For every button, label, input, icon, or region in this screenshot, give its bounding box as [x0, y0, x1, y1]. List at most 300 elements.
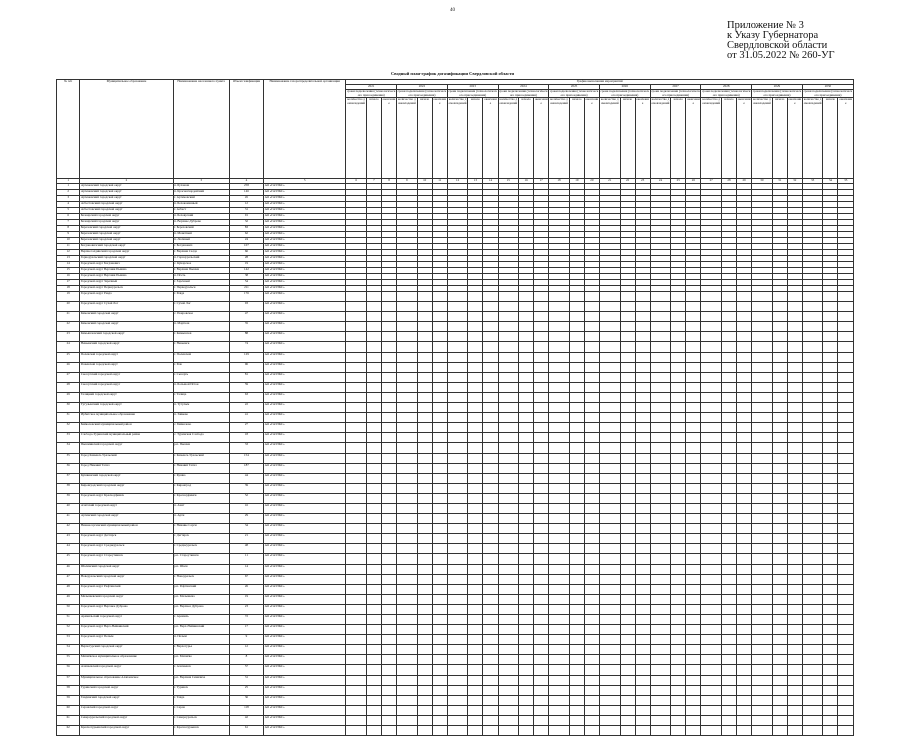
schedule-cell	[584, 554, 599, 564]
schedule-cell	[838, 705, 854, 715]
schedule-cell	[366, 503, 381, 513]
row-organization: АО «ГАЗЭКС»	[264, 322, 346, 332]
row-volume: 107	[229, 244, 263, 250]
schedule-cell	[534, 423, 549, 433]
row-municipality: Муниципальное образование Алапаевское	[80, 675, 173, 685]
row-settlement: г. Реж	[173, 362, 229, 372]
header-volume: Объем газификации	[229, 80, 263, 179]
row-municipality: Каменский городской округ	[80, 312, 173, 322]
schedule-cell	[432, 483, 447, 493]
schedule-cell	[671, 625, 686, 635]
schedule-cell	[823, 534, 838, 544]
schedule-cell	[686, 544, 701, 554]
table-row	[57, 302, 854, 312]
schedule-cell	[671, 372, 686, 382]
schedule-cell	[381, 302, 396, 312]
schedule-cell	[701, 443, 722, 453]
appendix-block	[727, 21, 857, 61]
schedule-cell	[620, 655, 635, 665]
schedule-cell	[599, 574, 620, 584]
row-municipality: Городской округ Староуткинск	[80, 554, 173, 564]
schedule-cell	[671, 453, 686, 463]
schedule-cell	[635, 382, 650, 392]
schedule-cell	[534, 604, 549, 614]
row-settlement: г. Ревда	[173, 292, 229, 302]
schedule-cell	[549, 645, 570, 655]
schedule-cell	[366, 685, 381, 695]
table-row	[57, 403, 854, 413]
row-municipality: Городской округ Дегтярск	[80, 534, 173, 544]
schedule-cell	[802, 332, 823, 342]
schedule-cell	[417, 362, 432, 372]
schedule-cell	[823, 503, 838, 513]
schedule-cell	[498, 726, 519, 736]
row-organization: АО «ГАЗЭКС»	[264, 262, 346, 268]
schedule-cell	[417, 493, 432, 503]
row-number: 55	[57, 655, 80, 665]
schedule-cell	[620, 726, 635, 736]
schedule-cell	[534, 685, 549, 695]
schedule-cell	[447, 635, 468, 645]
schedule-cell	[752, 574, 773, 584]
row-organization: АО «ГАЗЭКС»	[264, 232, 346, 238]
schedule-cell	[447, 483, 468, 493]
row-volume: 19	[229, 262, 263, 268]
schedule-cell	[432, 473, 447, 483]
schedule-cell	[823, 382, 838, 392]
header-subcol: начало	[721, 98, 736, 179]
row-number: 9	[57, 232, 80, 238]
schedule-cell	[381, 544, 396, 554]
schedule-cell	[366, 604, 381, 614]
row-organization: АО «ГАЗЭКС»	[264, 280, 346, 286]
schedule-cell	[397, 392, 418, 402]
schedule-cell	[519, 645, 534, 655]
schedule-cell	[721, 715, 736, 725]
row-settlement: г. Талица	[173, 392, 229, 402]
schedule-cell	[752, 433, 773, 443]
schedule-cell	[650, 312, 671, 322]
row-municipality: Полевской городской округ	[80, 352, 173, 362]
schedule-cell	[650, 493, 671, 503]
schedule-cell	[483, 493, 498, 503]
schedule-cell	[534, 675, 549, 685]
schedule-cell	[752, 322, 773, 332]
schedule-cell	[737, 705, 752, 715]
schedule-cell	[549, 635, 570, 645]
schedule-cell	[519, 655, 534, 665]
schedule-cell	[686, 463, 701, 473]
schedule-cell	[635, 534, 650, 544]
appendix-line-1: Приложение № 3	[727, 20, 804, 31]
table-row	[57, 675, 854, 685]
schedule-cell	[397, 604, 418, 614]
schedule-cell	[772, 453, 787, 463]
schedule-cell	[686, 372, 701, 382]
table-row	[57, 473, 854, 483]
schedule-cell	[635, 594, 650, 604]
schedule-cell	[483, 514, 498, 524]
schedule-cell	[584, 564, 599, 574]
schedule-cell	[823, 372, 838, 382]
row-number: 8	[57, 226, 80, 232]
column-number: 13	[468, 179, 483, 184]
schedule-cell	[599, 685, 620, 695]
schedule-cell	[620, 695, 635, 705]
schedule-cell	[366, 524, 381, 534]
schedule-cell	[417, 645, 432, 655]
row-municipality: Шалинский городской округ	[80, 564, 173, 574]
schedule-cell	[483, 534, 498, 544]
schedule-cell	[569, 705, 584, 715]
schedule-cell	[686, 584, 701, 594]
schedule-cell	[802, 554, 823, 564]
column-number: 9	[397, 179, 418, 184]
row-volume: 41	[229, 413, 263, 423]
schedule-cell	[823, 655, 838, 665]
schedule-cell	[823, 493, 838, 503]
schedule-cell	[838, 392, 854, 402]
schedule-cell	[417, 594, 432, 604]
row-volume: 22	[229, 403, 263, 413]
schedule-cell	[599, 665, 620, 675]
schedule-cell	[569, 685, 584, 695]
schedule-cell	[483, 443, 498, 453]
row-number: 59	[57, 695, 80, 705]
schedule-cell	[447, 625, 468, 635]
schedule-cell	[772, 443, 787, 453]
row-municipality: Кировградский городской округ	[80, 483, 173, 493]
header-subgroup: сроки подключения (технологического присоединения)	[752, 89, 802, 97]
row-municipality: Серовский городской округ	[80, 705, 173, 715]
table-row	[57, 604, 854, 614]
schedule-cell	[772, 392, 787, 402]
schedule-cell	[534, 594, 549, 604]
row-number: 29	[57, 392, 80, 402]
row-volume: 42	[229, 715, 263, 725]
header-subcol: начало	[671, 98, 686, 179]
schedule-cell	[346, 615, 367, 625]
schedule-cell	[701, 675, 722, 685]
schedule-cell	[346, 625, 367, 635]
schedule-cell	[599, 423, 620, 433]
row-municipality: Городской округ Верхняя Пышма	[80, 274, 173, 280]
schedule-cell	[671, 534, 686, 544]
row-municipality: Городской округ Первоуральск	[80, 286, 173, 292]
schedule-cell	[417, 322, 432, 332]
schedule-cell	[534, 584, 549, 594]
schedule-cell	[549, 463, 570, 473]
schedule-cell	[650, 403, 671, 413]
schedule-cell	[635, 342, 650, 352]
schedule-cell	[483, 312, 498, 322]
schedule-cell	[432, 493, 447, 503]
schedule-cell	[498, 392, 519, 402]
schedule-cell	[787, 342, 802, 352]
schedule-cell	[635, 473, 650, 483]
schedule-cell	[635, 554, 650, 564]
header-subcol: окончание	[838, 98, 854, 179]
schedule-cell	[468, 443, 483, 453]
column-number: 29	[737, 179, 752, 184]
schedule-cell	[468, 413, 483, 423]
schedule-cell	[417, 433, 432, 443]
row-organization: АО «ГАЗЭКС»	[264, 695, 346, 705]
row-municipality: Новоуральский городской округ	[80, 574, 173, 584]
schedule-cell	[397, 544, 418, 554]
row-volume: 54	[229, 280, 263, 286]
row-settlement: п. Зайково	[173, 413, 229, 423]
row-organization: АО «ГАЗЭКС»	[264, 604, 346, 614]
schedule-cell	[635, 443, 650, 453]
schedule-cell	[635, 574, 650, 584]
table-row	[57, 594, 854, 604]
schedule-cell	[802, 544, 823, 554]
schedule-cell	[381, 554, 396, 564]
schedule-cell	[432, 544, 447, 554]
schedule-cell	[468, 625, 483, 635]
schedule-cell	[802, 695, 823, 705]
schedule-cell	[397, 403, 418, 413]
table-row	[57, 413, 854, 423]
header-subgroup: сроки подключения (технологического присоединения)	[803, 89, 853, 97]
schedule-cell	[838, 645, 854, 655]
row-settlement: г. Верхотурье	[173, 645, 229, 655]
schedule-cell	[468, 635, 483, 645]
schedule-cell	[823, 443, 838, 453]
row-volume: 57	[229, 665, 263, 675]
row-number: 51	[57, 615, 80, 625]
schedule-cell	[823, 635, 838, 645]
schedule-cell	[650, 423, 671, 433]
row-volume: 32	[229, 220, 263, 226]
schedule-cell	[366, 675, 381, 685]
schedule-cell	[483, 483, 498, 493]
schedule-cell	[620, 473, 635, 483]
schedule-cell	[447, 685, 468, 695]
schedule-cell	[549, 665, 570, 675]
row-number: 1	[57, 184, 80, 190]
schedule-cell	[838, 473, 854, 483]
schedule-cell	[366, 423, 381, 433]
schedule-cell	[686, 453, 701, 463]
schedule-cell	[650, 362, 671, 372]
schedule-cell	[737, 423, 752, 433]
schedule-cell	[620, 312, 635, 322]
schedule-cell	[584, 403, 599, 413]
schedule-cell	[483, 463, 498, 473]
column-number: 4	[229, 179, 263, 184]
schedule-cell	[569, 534, 584, 544]
row-volume: 48	[229, 544, 263, 554]
schedule-cell	[584, 665, 599, 675]
schedule-cell	[737, 362, 752, 372]
schedule-cell	[686, 655, 701, 665]
row-settlement: п. Пелым	[173, 635, 229, 645]
schedule-cell	[483, 342, 498, 352]
schedule-cell	[737, 352, 752, 362]
schedule-cell	[417, 503, 432, 513]
schedule-cell	[381, 524, 396, 534]
schedule-cell	[686, 665, 701, 675]
schedule-cell	[802, 514, 823, 524]
schedule-cell	[381, 382, 396, 392]
schedule-cell	[366, 715, 381, 725]
schedule-cell	[686, 423, 701, 433]
schedule-cell	[483, 382, 498, 392]
row-number: 7	[57, 220, 80, 226]
schedule-cell	[447, 312, 468, 322]
schedule-cell	[721, 625, 736, 635]
schedule-cell	[721, 443, 736, 453]
schedule-cell	[671, 382, 686, 392]
schedule-cell	[599, 615, 620, 625]
schedule-cell	[671, 483, 686, 493]
schedule-cell	[802, 604, 823, 614]
schedule-cell	[650, 695, 671, 705]
schedule-cell	[519, 493, 534, 503]
schedule-cell	[721, 635, 736, 645]
schedule-cell	[650, 382, 671, 392]
row-number: 37	[57, 473, 80, 483]
schedule-cell	[397, 705, 418, 715]
schedule-cell	[569, 635, 584, 645]
row-organization: АО «ГАЗЭКС»	[264, 705, 346, 715]
schedule-cell	[823, 453, 838, 463]
schedule-cell	[823, 433, 838, 443]
schedule-cell	[650, 302, 671, 312]
schedule-cell	[534, 392, 549, 402]
schedule-cell	[620, 463, 635, 473]
column-number: 20	[584, 179, 599, 184]
schedule-cell	[468, 322, 483, 332]
schedule-cell	[721, 665, 736, 675]
schedule-cell	[838, 352, 854, 362]
row-organization: АО «ГАЗЭКС»	[264, 645, 346, 655]
table-row	[57, 453, 854, 463]
schedule-cell	[366, 403, 381, 413]
schedule-cell	[483, 655, 498, 665]
schedule-cell	[671, 332, 686, 342]
schedule-cell	[721, 362, 736, 372]
schedule-cell	[671, 433, 686, 443]
schedule-cell	[549, 332, 570, 342]
schedule-cell	[584, 625, 599, 635]
row-settlement: р.п. Шаля	[173, 564, 229, 574]
schedule-cell	[447, 665, 468, 675]
schedule-cell	[468, 433, 483, 443]
schedule-cell	[432, 503, 447, 513]
row-settlement: г. Камышлов	[173, 332, 229, 342]
schedule-cell	[549, 423, 570, 433]
schedule-cell	[468, 382, 483, 392]
header-schedule: График выполнения мероприятий	[346, 80, 854, 85]
row-organization: АО «ГАЗЭКС»	[264, 403, 346, 413]
schedule-cell	[787, 665, 802, 675]
schedule-cell	[381, 362, 396, 372]
schedule-cell	[650, 443, 671, 453]
row-number: 38	[57, 483, 80, 493]
schedule-cell	[381, 463, 396, 473]
row-organization: АО «ГАЗЭКС»	[264, 443, 346, 453]
row-number: 23	[57, 332, 80, 342]
row-municipality: Талицкий городской округ	[80, 392, 173, 402]
schedule-cell	[838, 604, 854, 614]
header-year: 2029	[752, 85, 803, 90]
schedule-cell	[346, 453, 367, 463]
schedule-cell	[787, 433, 802, 443]
schedule-cell	[397, 695, 418, 705]
schedule-cell	[468, 362, 483, 372]
schedule-cell	[686, 362, 701, 372]
schedule-cell	[838, 544, 854, 554]
row-settlement: г. Верхняя Салда	[173, 250, 229, 256]
schedule-cell	[483, 584, 498, 594]
schedule-cell	[701, 473, 722, 483]
schedule-cell	[787, 615, 802, 625]
column-number: 7	[366, 179, 381, 184]
schedule-cell	[381, 433, 396, 443]
schedule-cell	[823, 554, 838, 564]
header-subcol: окончание	[534, 98, 549, 179]
schedule-cell	[787, 392, 802, 402]
column-number: 8	[381, 179, 396, 184]
schedule-cell	[671, 544, 686, 554]
schedule-cell	[721, 615, 736, 625]
row-volume: 52	[229, 493, 263, 503]
schedule-cell	[772, 332, 787, 342]
schedule-cell	[498, 705, 519, 715]
schedule-cell	[346, 483, 367, 493]
schedule-cell	[381, 685, 396, 695]
schedule-cell	[721, 292, 736, 302]
header-subgroup: сроки подключения (технологического присоединения)	[651, 89, 700, 97]
schedule-cell	[620, 584, 635, 594]
column-number: 22	[620, 179, 635, 184]
header-subcol: начало	[468, 98, 483, 179]
row-volume: 176	[229, 292, 263, 302]
row-number: 46	[57, 564, 80, 574]
schedule-cell	[737, 564, 752, 574]
schedule-cell	[752, 423, 773, 433]
row-municipality: Березовский городской округ	[80, 232, 173, 238]
schedule-cell	[498, 453, 519, 463]
schedule-cell	[519, 453, 534, 463]
schedule-cell	[468, 312, 483, 322]
row-volume: 14	[229, 564, 263, 574]
schedule-cell	[721, 403, 736, 413]
schedule-cell	[650, 453, 671, 463]
row-settlement: р.п. Верх-Нейвинский	[173, 625, 229, 635]
schedule-cell	[802, 372, 823, 382]
schedule-cell	[686, 726, 701, 736]
schedule-table	[56, 79, 854, 736]
schedule-cell	[701, 453, 722, 463]
schedule-cell	[838, 503, 854, 513]
schedule-cell	[635, 615, 650, 625]
header-subcol: начало	[417, 98, 432, 179]
row-organization: АО «ГАЗЭКС»	[264, 256, 346, 262]
row-volume: 29	[229, 514, 263, 524]
schedule-cell	[752, 503, 773, 513]
schedule-cell	[635, 645, 650, 655]
schedule-cell	[671, 322, 686, 332]
schedule-cell	[802, 292, 823, 302]
schedule-cell	[752, 332, 773, 342]
schedule-cell	[650, 292, 671, 302]
schedule-cell	[381, 403, 396, 413]
schedule-cell	[737, 524, 752, 534]
